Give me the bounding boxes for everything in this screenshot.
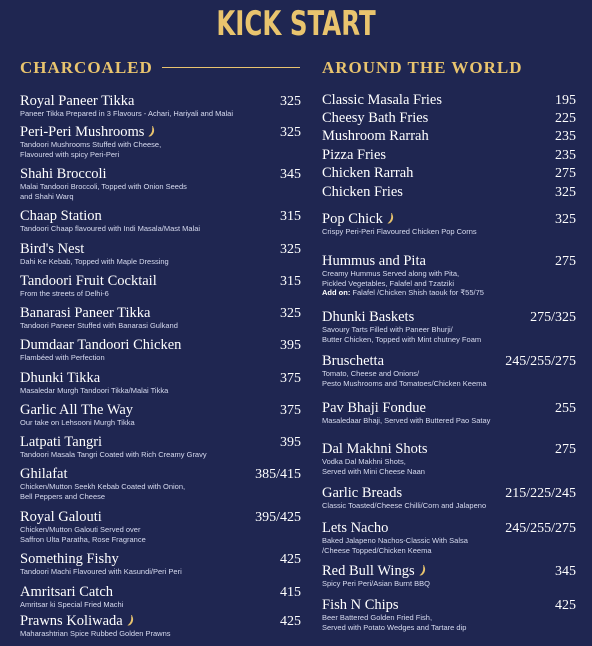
menu-item-description-text: Vodka Dal Makhni Shots, Served with Mini Cheese Naan xyxy=(322,457,425,476)
menu-item-name-text: Classic Masala Fries xyxy=(322,92,443,108)
menu-item-description xyxy=(20,140,161,159)
menu-item-description xyxy=(322,536,468,555)
menu-item-name-text: Chicken Fries xyxy=(322,184,403,200)
chili-icon xyxy=(127,615,134,626)
menu-item-price: 375 xyxy=(280,403,301,418)
section-title-charcoaled: CHARCOALED xyxy=(20,58,153,77)
menu-item-price: 345 xyxy=(555,564,576,579)
menu-item-name xyxy=(20,305,150,322)
menu-item-description-text: Baked Jalapeno Nachos-Classic With Salsa /Cheese Topped/Chicken Keema xyxy=(322,536,468,555)
chili-icon xyxy=(387,213,394,224)
menu-item-name-text: Ghilafat xyxy=(20,466,68,482)
menu-item-name-text: Shahi Broccoli xyxy=(20,166,107,182)
menu-item-price: 275 xyxy=(555,442,576,457)
menu-item-name-text: Pizza Fries xyxy=(322,147,387,163)
menu-item-description-text: Flambéed with Perfection xyxy=(20,353,105,362)
menu-item-price: 325 xyxy=(280,306,301,321)
menu-item-description xyxy=(20,629,171,639)
menu-item-description xyxy=(322,269,484,298)
menu-item-name-text: Hummus and Pita xyxy=(322,253,426,269)
menu-item-name xyxy=(20,93,134,110)
menu-item-description-text: Savoury Tarts Filled with Paneer Bhurji/ Butter Chicken, Topped with Mint chutney Foam xyxy=(322,325,482,344)
menu-item-name-text: Garlic All The Way xyxy=(20,402,134,418)
menu-item-name-text: Pav Bhaji Fondue xyxy=(322,400,426,416)
menu-item-name xyxy=(20,466,68,483)
menu-item-name xyxy=(322,147,386,164)
section-title-around-the-world: AROUND THE WORLD xyxy=(322,58,523,77)
menu-item-description-text: Chicken/Mutton Galouti Served over Saffron Ulta Paratha, Rose Fragrance xyxy=(20,525,146,544)
menu-item-description xyxy=(322,501,486,511)
menu-item-name xyxy=(322,309,414,326)
menu-item-description-text: Paneer Tikka Prepared in 3 Flavours - Achari, Hariyali and Malai xyxy=(20,109,234,118)
menu-item-name xyxy=(322,253,426,270)
menu-item-name xyxy=(322,400,426,417)
menu-item-name-text: Fish N Chips xyxy=(322,597,399,613)
menu-item-price: 235 xyxy=(555,129,576,144)
menu-item-name-text: Prawns Koliwada xyxy=(20,613,123,629)
menu-item-name-text: Something Fishy xyxy=(20,551,119,567)
chili-icon xyxy=(419,565,426,576)
menu-item-name-text: Royal Galouti xyxy=(20,509,102,525)
menu-item-name xyxy=(322,165,413,182)
menu-item-name xyxy=(322,353,384,370)
menu-item-description xyxy=(20,600,123,610)
menu-item-description xyxy=(322,613,466,632)
menu-item-description-text: Tomato, Cheese and Onions/ Pesto Mushrooms and Tomatoes/Chicken Keema xyxy=(322,369,487,388)
menu-item-price: 325 xyxy=(555,212,576,227)
menu-item-description xyxy=(20,482,185,501)
menu-item-description xyxy=(20,418,135,428)
menu-item-name xyxy=(20,613,134,630)
menu-item-price: 375 xyxy=(280,371,301,386)
menu-item-name-text: Bird's Nest xyxy=(20,241,85,257)
section-divider xyxy=(162,67,300,68)
menu-item-price: 315 xyxy=(280,209,301,224)
menu-item-price: 275 xyxy=(555,166,576,181)
menu-item-description-text: Beer Battered Golden Fried Fish, Served with Potato Wedges and Tartare dip xyxy=(322,613,467,632)
menu-item-name-text: Chaap Station xyxy=(20,208,102,224)
menu-item-description xyxy=(20,224,200,234)
menu-item-price: 385/415 xyxy=(255,467,301,482)
menu-item-description xyxy=(322,416,490,426)
menu-item-description xyxy=(20,353,105,363)
menu-item-name xyxy=(20,124,155,141)
menu-item-price: 395 xyxy=(280,435,301,450)
menu-item-description-text: Malai Tandoori Broccoli, Topped with Onion Seeds and Shahi Warq xyxy=(20,182,187,201)
menu-item-price: 325 xyxy=(555,185,576,200)
menu-item-description-text: Tandoori Masala Tangri Coated with Rich Creamy Gravy xyxy=(20,450,207,459)
menu-item-description xyxy=(20,182,187,201)
menu-item-name xyxy=(20,402,133,419)
menu-item-name xyxy=(322,563,426,580)
menu-item-description-text: Dahi Ke Kebab, Topped with Maple Dressing xyxy=(20,257,169,266)
menu-item-description-text: Creamy Hummus Served along with Pita, Pickled Vegetables, Falafel and Tzatziki xyxy=(322,269,460,288)
menu-item-name xyxy=(322,92,442,109)
menu-item-description xyxy=(20,450,207,460)
menu-item-name-text: Lets Nacho xyxy=(322,520,389,536)
menu-item-description-text: Masaledar Murgh Tandoori Tikka/Malai Tikka xyxy=(20,386,169,395)
menu-item-description-text: Chicken/Mutton Seekh Kebab Coated with Onion, Bell Peppers and Cheese xyxy=(20,482,186,501)
menu-item-name xyxy=(20,208,102,225)
menu-item-description-text: Tandoori Machi Flavoured with Kasundi/Peri Peri xyxy=(20,567,182,576)
menu-item-name-text: Mushroom Rarrah xyxy=(322,128,429,144)
menu-item-price: 395 xyxy=(280,338,301,353)
menu-item-name-text: Chicken Rarrah xyxy=(322,165,414,181)
menu-item-name-text: Red Bull Wings xyxy=(322,563,415,579)
menu-item-price: 415 xyxy=(280,585,301,600)
menu-item-price: 325 xyxy=(280,242,301,257)
menu-item-name xyxy=(20,337,181,354)
menu-item-name-text: Peri-Peri Mushrooms xyxy=(20,124,145,140)
addon-text: Falafel /Chicken Shish taouk for ₹55/75 xyxy=(350,288,484,297)
menu-item-description-text: Spicy Peri Peri/Asian Burnt BBQ xyxy=(322,579,430,588)
menu-item-name-text: Bruschetta xyxy=(322,353,385,369)
menu-item-description xyxy=(20,109,233,119)
menu-item-description xyxy=(20,386,168,396)
menu-item-description xyxy=(20,567,182,577)
menu-item-name xyxy=(322,184,403,201)
menu-item-description-text: Amritsar ki Special Fried Machi xyxy=(20,600,124,609)
menu-item-name xyxy=(20,509,102,526)
menu-item-description-text: Masaledaar Bhaji, Served with Buttered Pao Satay xyxy=(322,416,491,425)
menu-item-price: 425 xyxy=(280,614,301,629)
menu-item-name xyxy=(20,434,102,451)
menu-item-price: 395/425 xyxy=(255,510,301,525)
menu-item-description xyxy=(322,369,487,388)
menu-item-description-text: Crispy Peri-Peri Flavoured Chicken Pop Corns xyxy=(322,227,477,236)
menu-item-description-text: Tandoori Paneer Stuffed with Banarasi Gulkand xyxy=(20,321,178,330)
menu-item-name xyxy=(20,166,107,183)
menu-item-description xyxy=(322,325,481,344)
menu-item-name-text: Royal Paneer Tikka xyxy=(20,93,135,109)
menu-item-name-text: Amritsari Catch xyxy=(20,584,114,600)
menu-item-price: 315 xyxy=(280,274,301,289)
menu-item-name xyxy=(20,241,84,258)
menu-item-name xyxy=(322,110,428,127)
addon-label: Add on: xyxy=(322,288,351,297)
menu-item-price: 215/225/245 xyxy=(505,486,576,501)
menu-item-price: 235 xyxy=(555,148,576,163)
menu-item-description-text: Classic Toasted/Cheese Chilli/Corn and Jalapeno xyxy=(322,501,487,510)
menu-item-price: 255 xyxy=(555,401,576,416)
menu-item-price: 275/325 xyxy=(530,310,576,325)
menu-item-description-text: Tandoori Mushrooms Stuffed with Cheese, Flavoured with spicy Peri-Peri xyxy=(20,140,162,159)
menu-item-name-text: Pop Chick xyxy=(322,211,383,227)
menu-item-name-text: Cheesy Bath Fries xyxy=(322,110,429,126)
menu-item-name xyxy=(322,597,399,614)
menu-item-price: 425 xyxy=(555,598,576,613)
menu-item-name-text: Tandoori Fruit Cocktail xyxy=(20,273,157,289)
menu-item-description xyxy=(20,525,146,544)
menu-item-name xyxy=(20,370,100,387)
menu-item-description-text: Maharashtrian Spice Rubbed Golden Prawns xyxy=(20,629,171,638)
menu-item-name-text: Dal Makhni Shots xyxy=(322,441,428,457)
menu-item-name-text: Latpati Tangri xyxy=(20,434,103,450)
menu-item-name xyxy=(20,584,113,601)
menu-item-price: 245/255/275 xyxy=(505,521,576,536)
menu-item-name xyxy=(20,551,119,568)
menu-item-price: 195 xyxy=(555,93,576,108)
menu-item-description-text: Our take on Lehsooni Murgh Tikka xyxy=(20,418,135,427)
menu-item-price: 325 xyxy=(280,125,301,140)
menu-item-price: 425 xyxy=(280,552,301,567)
menu-item-name xyxy=(322,441,428,458)
menu-item-name xyxy=(20,273,157,290)
menu-item-description xyxy=(322,227,477,237)
menu-item-name-text: Dhunki Tikka xyxy=(20,370,101,386)
menu-item-name-text: Dumdaar Tandoori Chicken xyxy=(20,337,182,353)
menu-item-price: 275 xyxy=(555,254,576,269)
menu-item-price: 325 xyxy=(280,94,301,109)
menu-item-description xyxy=(20,257,169,267)
menu-item-description xyxy=(20,321,178,331)
menu-item-description xyxy=(322,579,430,589)
menu-item-name-text: Banarasi Paneer Tikka xyxy=(20,305,151,321)
menu-item-name xyxy=(322,520,388,537)
menu-item-price: 225 xyxy=(555,111,576,126)
menu-item-name-text: Dhunki Baskets xyxy=(322,309,415,325)
menu-item-name xyxy=(322,128,429,145)
menu-item-description-text: Tandoori Chaap flavoured with Indi Masala/Mast Malai xyxy=(20,224,201,233)
menu-item-name xyxy=(322,211,394,228)
menu-item-description xyxy=(322,457,425,476)
chili-icon xyxy=(148,126,155,137)
menu-item-description xyxy=(20,289,109,299)
menu-item-name xyxy=(322,485,402,502)
page-title: KICK START xyxy=(216,4,376,44)
menu-item-description-text: From the streets of Delhi-6 xyxy=(20,289,109,298)
menu-item-price: 245/255/275 xyxy=(505,354,576,369)
menu-item-price: 345 xyxy=(280,167,301,182)
menu-item-name-text: Garlic Breads xyxy=(322,485,403,501)
